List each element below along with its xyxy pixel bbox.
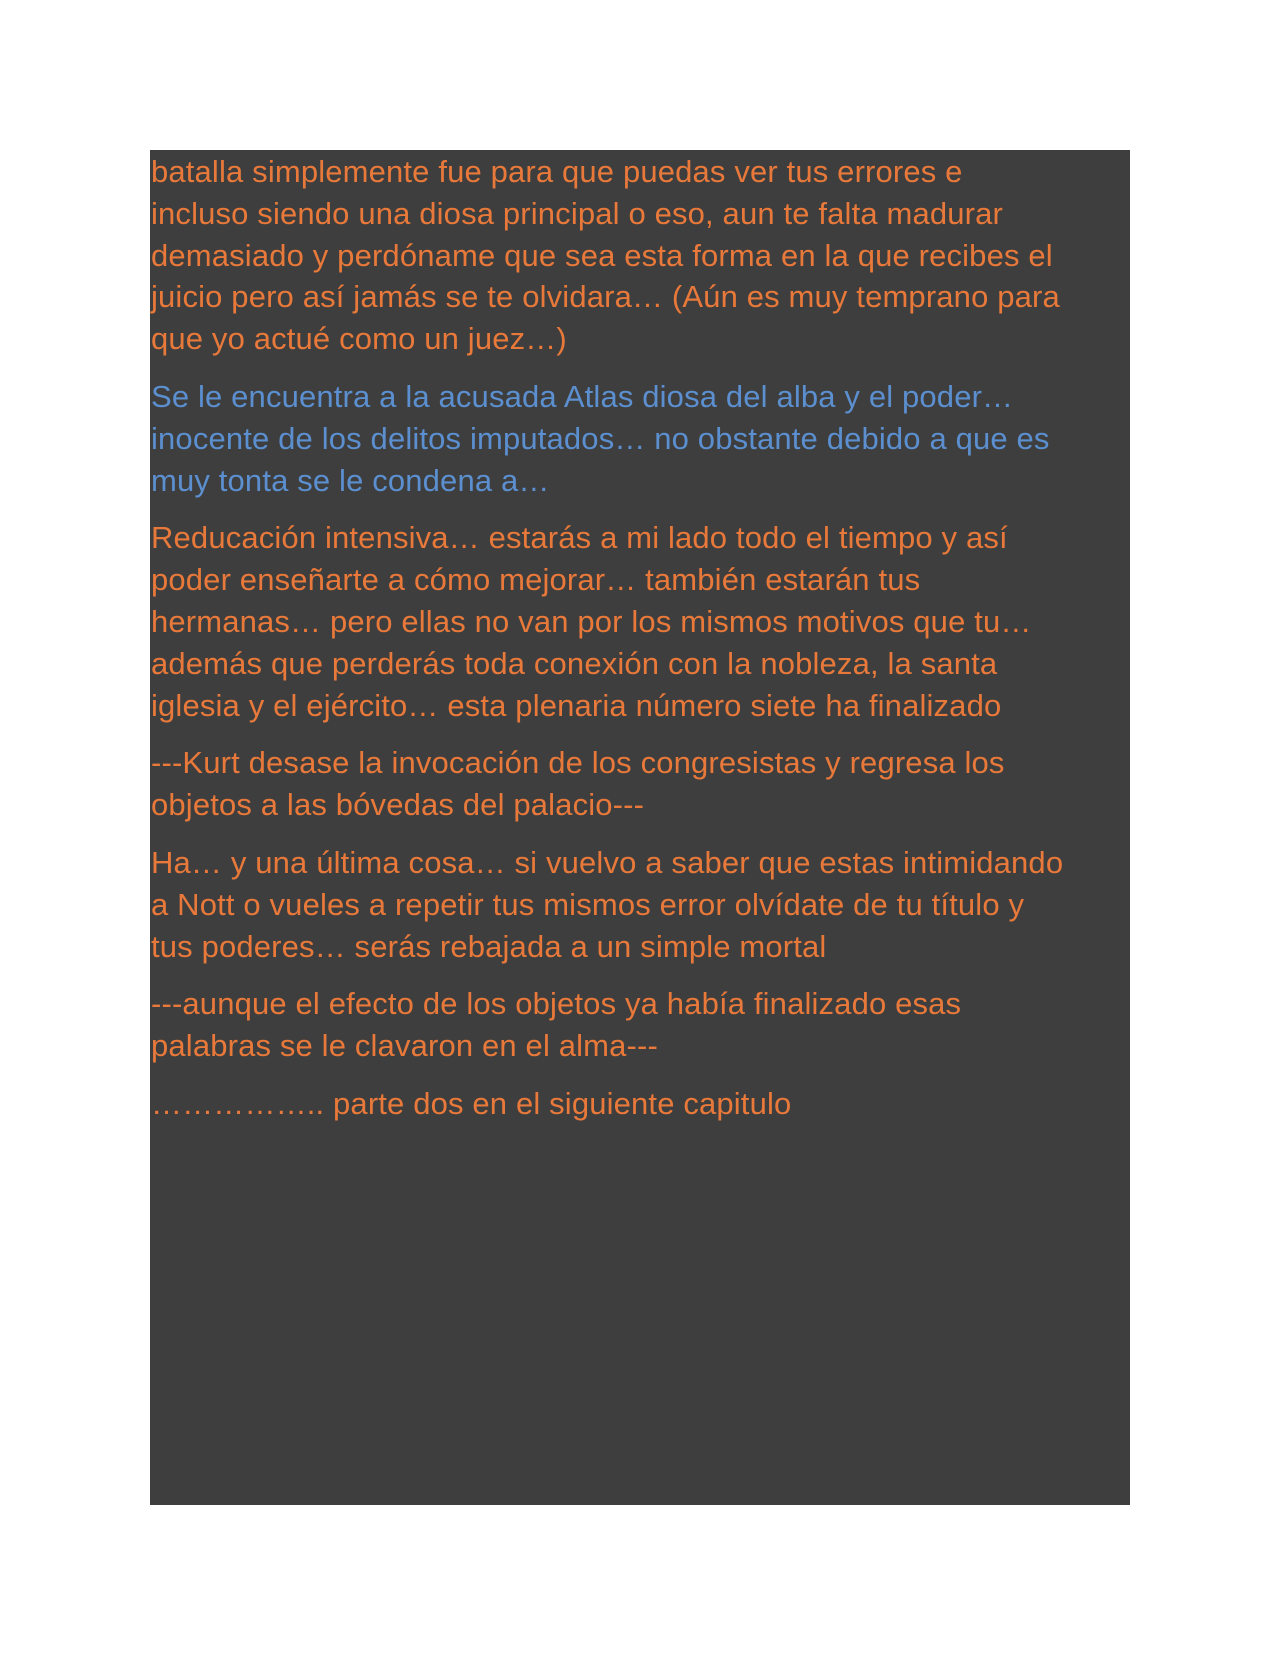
- paragraph-continuation: …………….. parte dos en el siguiente capitulo: [151, 1085, 792, 1121]
- story-text: [151, 151, 1136, 1141]
- paragraph-aftermath: ---aunque el efecto de los objetos ya había finalizado esas palabras se le clavaron en el alma---: [151, 986, 962, 1064]
- paragraph-judgment: batalla simplemente fue para que puedas ver tus errores e incluso siendo una diosa principal o eso, aun te falta madurar demasiado y perdóname que sea esta forma en la que recibes el juicio pero así jamás se te olvidara… (Aún es muy temprano para que yo actué como un juez…): [151, 154, 1060, 357]
- paragraph-kurt-action: ---Kurt desase la invocación de los congresistas y regresa los objetos a las bóvedas del palacio---: [151, 745, 1005, 823]
- paragraph-warning: Ha… y una última cosa… si vuelvo a saber que estas intimidando a Nott o vueles a repetir tus mismos error olvídate de tu título y tus poderes… serás rebajada a un simple mortal: [151, 844, 1064, 964]
- paragraph-sentence: Reducación intensiva… estarás a mi lado todo el tiempo y así poder enseñarte a cómo mejorar… también estarán tus hermanas… pero ellas no van por los mismos motivos que tu… además que perderás toda conexión con la nobleza, la santa iglesia y el ejército… esta plenaria número siete ha finalizado: [151, 520, 1032, 723]
- paragraph-verdict: Se le encuentra a la acusada Atlas diosa del alba y el poder… inocente de los delitos imputados… no obstante debido a que es muy tonta se le condena a…: [151, 378, 1050, 498]
